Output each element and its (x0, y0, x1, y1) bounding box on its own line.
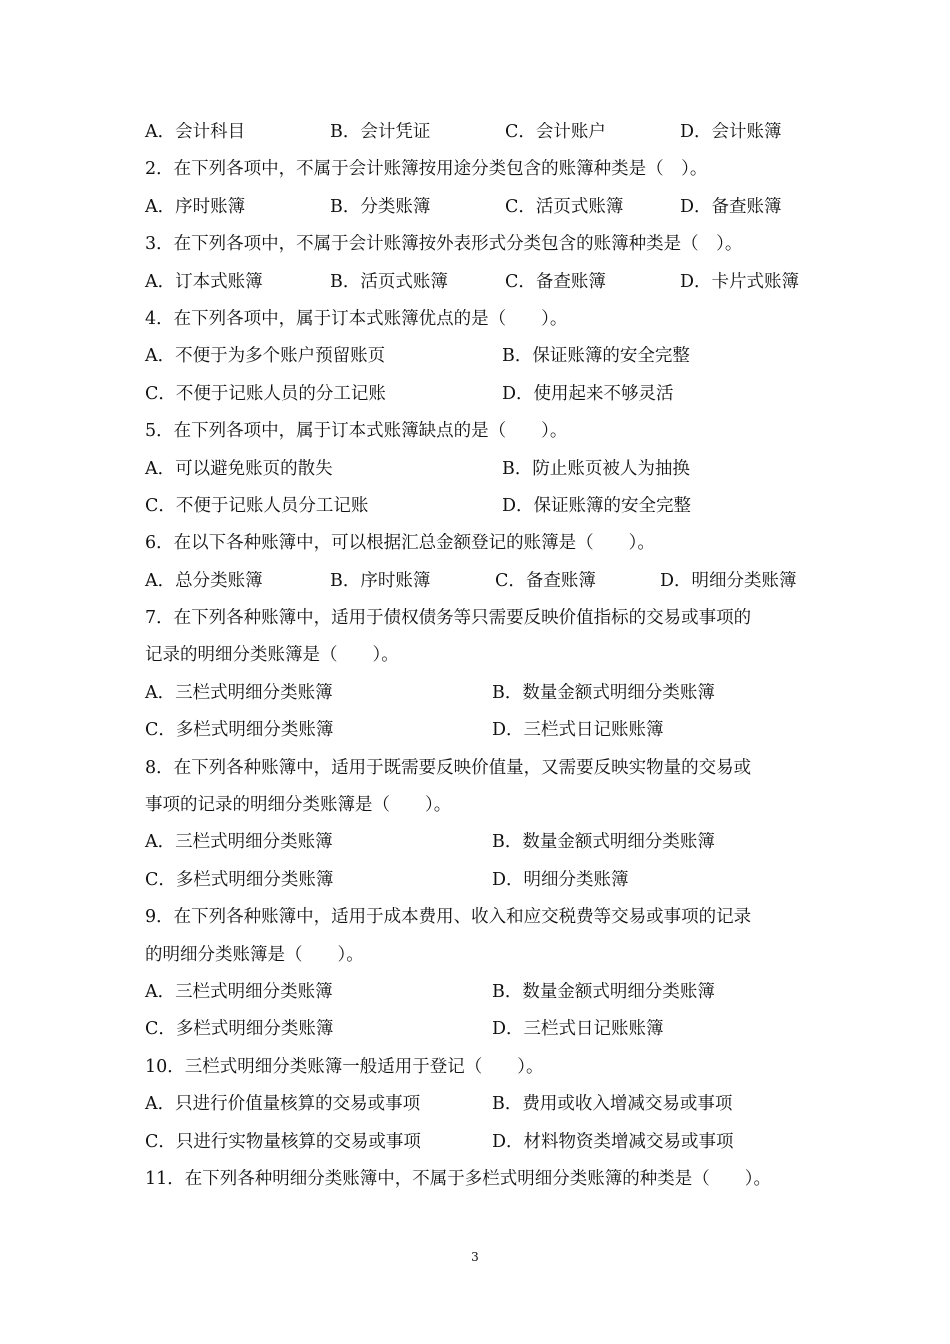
answer-option: A．订本式账簿 (145, 271, 263, 292)
question-text: 10．三栏式明细分类账簿一般适用于登记（ ）。 (145, 1056, 544, 1077)
answer-option: C．会计账户 (505, 122, 606, 142)
answer-option: D．明细分类账簿 (492, 869, 629, 890)
answer-option: A．三栏式明细分类账簿 (145, 682, 333, 703)
answer-options-row (145, 563, 815, 600)
answer-option: C．只进行实物量核算的交易或事项 (145, 1131, 421, 1152)
answer-options-row (145, 264, 815, 301)
answer-option: D．备查账簿 (680, 196, 782, 217)
question-text: 9．在下列各种账簿中，适用于成本费用、收入和应交税费等交易或事项的记录 (145, 907, 752, 928)
answer-option: C．多栏式明细分类账簿 (145, 720, 334, 741)
question-text: 记录的明细分类账簿是（ ）。 (145, 645, 399, 666)
answer-option: C．备查账簿 (495, 570, 596, 591)
answer-option: A．可以避免账页的散失 (145, 458, 333, 479)
answer-options-row (145, 675, 815, 712)
answer-options-row (145, 1011, 815, 1048)
answer-option: B．保证账簿的安全完整 (502, 346, 690, 367)
answer-option: D．保证账簿的安全完整 (502, 495, 692, 516)
page-number: 3 (471, 1250, 479, 1264)
question-text: 2．在下列各项中，不属于会计账簿按用途分类包含的账簿种类是（ ）。 (145, 159, 708, 180)
answer-option: A．三栏式明细分类账簿 (145, 832, 333, 853)
answer-option: C．多栏式明细分类账簿 (145, 869, 334, 890)
answer-option: A．序时账簿 (145, 196, 246, 217)
question-text: 3．在下列各项中，不属于会计账簿按外表形式分类包含的账簿种类是（ ）。 (145, 234, 743, 255)
answer-options-row (145, 712, 815, 749)
answer-option: D．使用起来不够灵活 (502, 383, 674, 404)
answer-option: D．三栏式日记账账簿 (492, 1019, 664, 1040)
question-text: 5．在下列各项中，属于订本式账簿缺点的是（ ）。 (145, 421, 568, 442)
question-text: 的明细分类账簿是（ ）。 (145, 944, 364, 965)
answer-options-row (145, 338, 815, 375)
answer-option: A．会计科目 (145, 122, 246, 142)
answer-option: B．数量金额式明细分类账簿 (492, 981, 715, 1002)
answer-option: D．会计账簿 (680, 122, 782, 142)
answer-option: A．总分类账簿 (145, 570, 263, 591)
question-list (145, 114, 815, 1198)
answer-option: C．不便于记账人员分工记账 (145, 495, 369, 516)
answer-option: A．只进行价值量核算的交易或事项 (145, 1094, 421, 1115)
question-text: 4．在下列各项中，属于订本式账簿优点的是（ ）。 (145, 308, 568, 329)
answer-option: D．明细分类账簿 (660, 570, 797, 591)
answer-option: A．不便于为多个账户预留账页 (145, 346, 386, 367)
answer-options-row (145, 824, 815, 861)
question-text: 6．在以下各种账簿中，可以根据汇总金额登记的账簿是（ ）。 (145, 533, 655, 554)
answer-option: D．卡片式账簿 (680, 271, 800, 292)
answer-option: B．分类账簿 (330, 196, 431, 217)
answer-option: D．三栏式日记账账簿 (492, 720, 664, 741)
question-text: 事项的记录的明细分类账簿是（ ）。 (145, 795, 452, 816)
answer-options-row (145, 451, 815, 488)
answer-option: C．不便于记账人员的分工记账 (145, 383, 386, 404)
answer-options-row (145, 189, 815, 226)
answer-option: C．活页式账簿 (505, 196, 624, 217)
answer-options-row (145, 1086, 815, 1123)
answer-options-row (145, 974, 815, 1011)
answer-option: B．防止账页被人为抽换 (502, 458, 690, 479)
answer-options-row (145, 114, 815, 151)
question-text: 7．在下列各种账簿中，适用于债权债务等只需要反映价值指标的交易或事项的 (145, 608, 752, 629)
question-text: 11．在下列各种明细分类账簿中，不属于多栏式明细分类账簿的种类是（ ）。 (145, 1168, 772, 1189)
answer-option: D．材料物资类增减交易或事项 (492, 1131, 734, 1152)
answer-option: B．数量金额式明细分类账簿 (492, 832, 715, 853)
answer-option: B．费用或收入增减交易或事项 (492, 1094, 733, 1115)
answer-options-row (145, 376, 815, 413)
answer-options-row (145, 488, 815, 525)
answer-options-row (145, 862, 815, 899)
answer-options-row (145, 1124, 815, 1161)
answer-option: C．备查账簿 (505, 271, 606, 292)
question-text: 8．在下列各种账簿中，适用于既需要反映价值量，又需要反映实物量的交易或 (145, 757, 752, 778)
answer-option: B．会计凭证 (330, 122, 431, 142)
answer-option: C．多栏式明细分类账簿 (145, 1019, 334, 1040)
answer-option: B．活页式账簿 (330, 271, 448, 292)
answer-option: B．数量金额式明细分类账簿 (492, 682, 715, 703)
answer-option: B．序时账簿 (330, 570, 431, 591)
answer-option: A．三栏式明细分类账簿 (145, 981, 333, 1002)
